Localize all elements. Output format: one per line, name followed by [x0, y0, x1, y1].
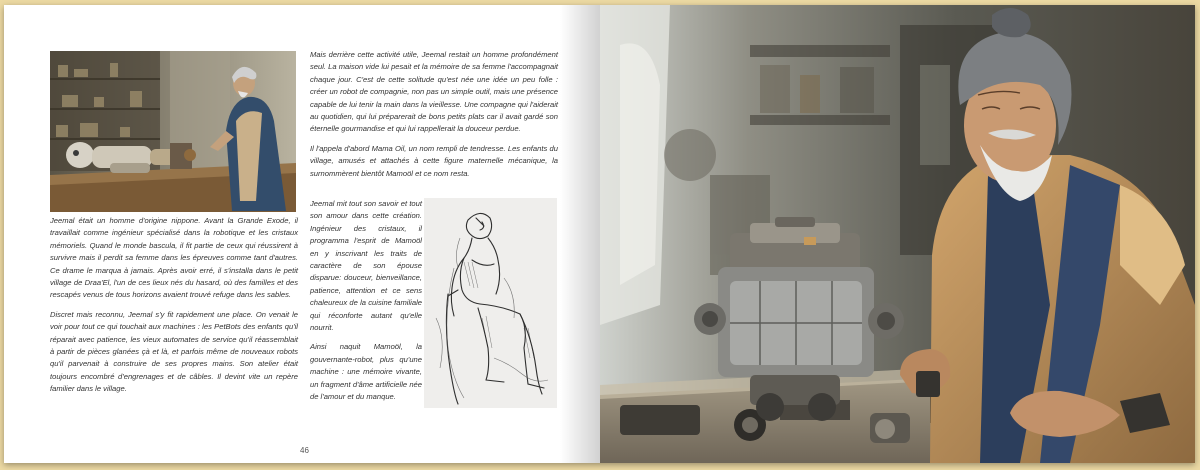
- narrow-column-text: [310, 198, 422, 411]
- paragraph: Il l'appela d'abord Mama Oil, un nom rempli de tendresse. Les enfants du village, amusés et attachés à cette figure maternelle mécanique, la surnommèrent bientôt Mamoöl et ce nom resta.: [310, 143, 558, 178]
- pencil-sketch: [424, 198, 557, 408]
- workshop-illustration: [50, 51, 296, 212]
- paragraph: Discret mais reconnu, Jeemal s'y fit rapidement une place. On venait le voir pour tout ce qui touchait aux machines : les PetBots des enfants qu'il réparait avec patience, les vieux automates de service qu'il réassemblait à partir de pièces glanées çà et là, et parfois même de nouveaux robots qu'il parvenait à construire de ses propres mains. Son atelier était toujours encombré d'engrenages et de câbles. Il devint vite un repère familier dans le village.: [50, 309, 298, 394]
- paragraph: Jeemal mit tout son savoir et tout son amour dans cette création. Ingénieur des cristaux, il programma l'esprit de Mamoöl en y inscrivant les traits de caractère de son épouse disparue: douceur, bienveillance, patience, attention et ce sens chaleureux de la cuisine familiale qui réconforte autant qu'elle nourrit.: [310, 199, 422, 333]
- book-spread: [4, 5, 1195, 463]
- paragraph: Ainsi naquit Mamoöl, la gouvernante-robot, plus qu'une machine : une mémoire vivante, un fragment d'âme artificielle née de l'amour et du manque.: [310, 342, 422, 402]
- page-number: 46: [300, 446, 309, 455]
- page-gutter-shadow: [560, 5, 600, 463]
- left-page: [4, 5, 600, 463]
- right-column-text: [310, 49, 558, 187]
- paragraph: Jeemal était un homme d'origine nippone. Avant la Grande Exode, il travaillait comme ingénieur spécialisé dans la robotique et les cristaux mémoriels. Quand le monde bascula, il fit partie de ceux qui réussirent à survivre mais il perdit sa femme dans les épreuves comme tant d'autres. Ce drame le marqua à jamais. Après avoir erré, il s'installa dans le petit village de Draa'El, l'un de ces lieux nés du hasard, où des familles et des rescapés venus de tous horizons avaient trouvé refuge dans les sables.: [50, 216, 298, 300]
- paragraph: Mais derrière cette activité utile, Jeemal restait un homme profondément seul. La maison vide lui pesait et la mémoire de sa femme l'accompagnait chaque jour. C'est de cette solitude qu'est née une idée un peu folle : créer un robot de compagnie, non pas un simple outil, mais une présence capable de lui tenir la main dans la vieillesse. Une compagne qui l'aiderait au quotidien, qui lui préparerait de bons petits plats car il avait gardé son éternelle gourmandise et qui lui rappellerait la douceur perdue.: [310, 50, 558, 134]
- full-page-painting: [600, 5, 1195, 463]
- left-column-text: [50, 215, 298, 403]
